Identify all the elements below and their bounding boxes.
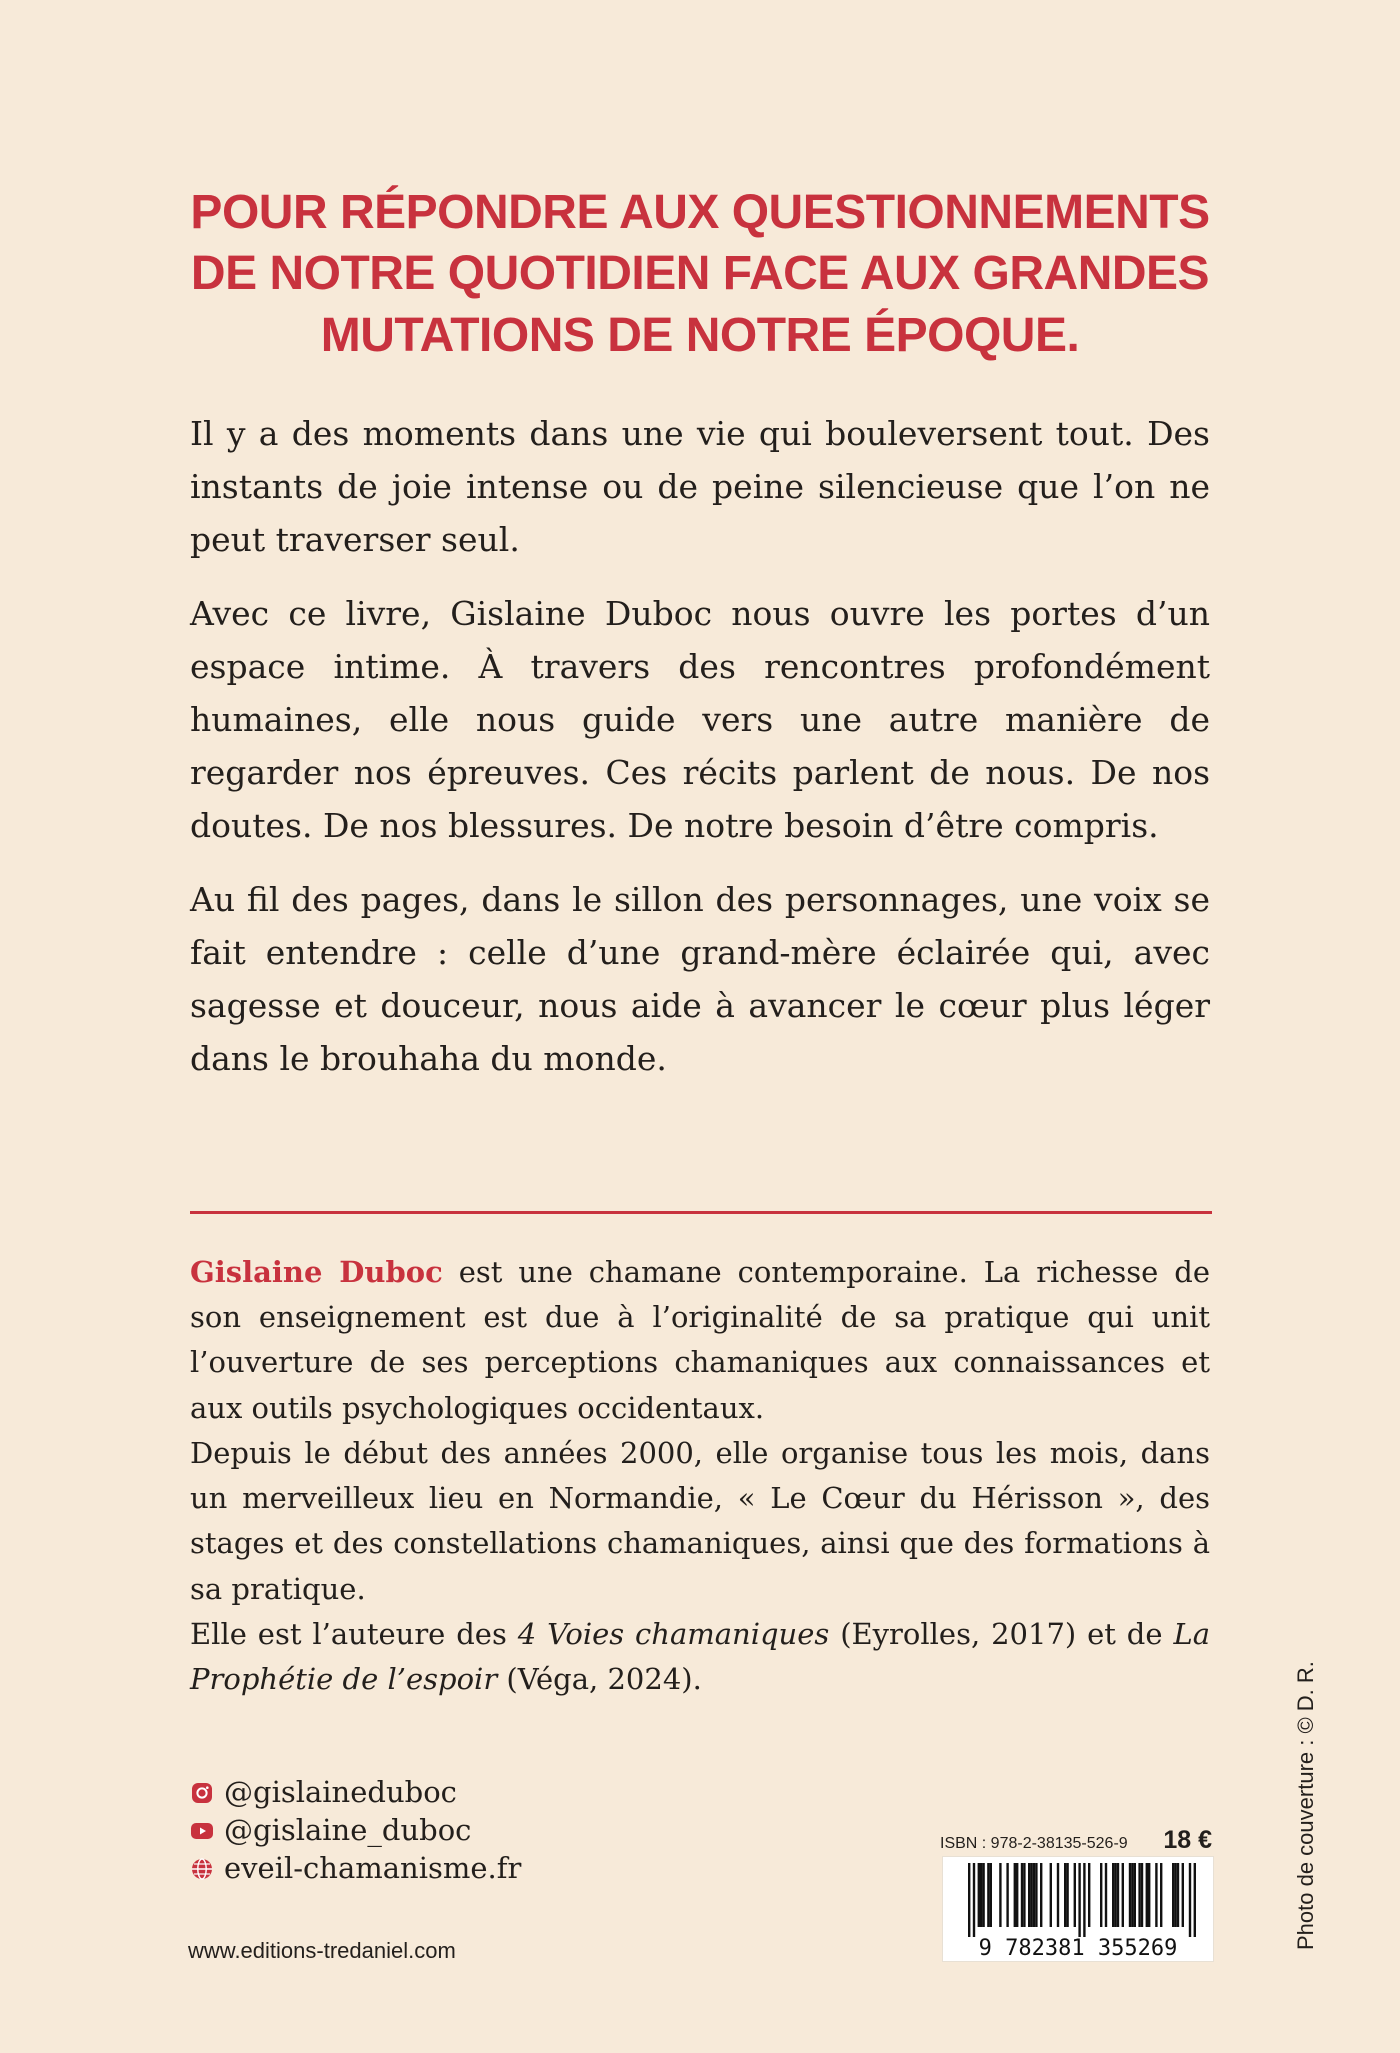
social-links <box>190 1774 521 1888</box>
headline-line-3: MUTATIONS DE NOTRE ÉPOQUE. <box>320 308 1080 362</box>
barcode-bar <box>1028 1863 1030 1927</box>
barcode-bar <box>1177 1863 1179 1927</box>
author-bio <box>190 1250 1210 1702</box>
barcode-bar <box>1155 1863 1157 1927</box>
bio-text: Elle est l’auteure des <box>190 1616 518 1651</box>
barcode-bar <box>1105 1863 1107 1927</box>
barcode-bar <box>1100 1863 1102 1927</box>
barcode-bar <box>1083 1863 1085 1937</box>
barcode-bar <box>1160 1863 1162 1927</box>
headline-line-1: POUR RÉPONDRE AUX QUESTIONNEMENTS <box>190 186 1210 239</box>
blurb-paragraph-2: Avec ce livre, Gislaine Duboc nous ouvre les portes d’un espace intime. À travers des rencontres profondément humaines, elle nous guide vers une autre manière de regarder nos épreuves. Ces récits parlent de nous. De nos doutes. De nos blessures. De notre besoin d’être compris. <box>190 594 1210 845</box>
barcode-bar <box>1078 1863 1080 1937</box>
barcode-bar <box>1033 1863 1035 1927</box>
youtube-link[interactable] <box>190 1812 521 1850</box>
barcode-bar <box>1122 1863 1124 1927</box>
bio-paragraph-1-text: est une chamane contemporaine. La richesse de son enseignement est due à l’originalité de sa pratique qui unit l’ouverture de ses perceptions chamaniques aux connaissances et aux outils psychologiques occidentaux. <box>190 1255 1211 1425</box>
bio-text: (Eyrolles, 2017) et de <box>829 1616 1174 1651</box>
barcode-bar <box>1114 1863 1116 1927</box>
barcode-bar <box>1134 1863 1136 1927</box>
barcode-bar <box>973 1863 975 1937</box>
instagram-handle: @gislaineduboc <box>224 1775 457 1810</box>
barcode-bar <box>1050 1863 1052 1927</box>
barcode-bar <box>1088 1863 1090 1927</box>
blurb-paragraph-3: Au fil des pages, dans le sillon des personnages, une voix se fait entendre : celle d’une grand-mère éclairée qui, avec sagesse et douceur, nous aide à avancer le cœur plus léger dans le brouhaha du monde. <box>190 880 1210 1078</box>
barcode-bar <box>1148 1863 1150 1927</box>
barcode <box>942 1856 1214 1962</box>
barcode-bar <box>1146 1863 1148 1927</box>
section-divider <box>190 1211 1212 1214</box>
barcode-bar <box>1189 1863 1191 1937</box>
barcode-bar <box>1131 1863 1133 1927</box>
barcode-bar <box>968 1863 970 1937</box>
book-title-2: La Prophétie de l’espoir <box>190 1616 1210 1697</box>
barcode-bar <box>1174 1863 1176 1927</box>
barcode-bar <box>1117 1863 1119 1927</box>
barcode-bar <box>1172 1863 1174 1927</box>
barcode-bar <box>1112 1863 1114 1927</box>
barcode-bar <box>1040 1863 1042 1927</box>
barcode-bar <box>990 1863 992 1927</box>
publisher-website[interactable]: www.editions-tredaniel.com <box>188 1938 456 1963</box>
barcode-bar <box>1021 1863 1023 1927</box>
bio-paragraph-2: Depuis le début des années 2000, elle organise tous les mois, dans un merveilleux lieu en Normandie, « Le Cœur du Hérisson », des stages et des constellations chamaniques, ainsi que des formations à sa pratique. <box>190 1435 1210 1606</box>
website-url: eveil-chamanisme.fr <box>224 1851 522 1886</box>
barcode-bar <box>1066 1863 1068 1927</box>
bio-paragraph-3 <box>190 1612 1210 1702</box>
isbn: ISBN : 978-2-38135-526-9 <box>940 1835 1128 1852</box>
headline-line-2: DE NOTRE QUOTIDIEN FACE AUX GRANDES <box>190 247 1210 301</box>
bio-text: (Véga, 2024). <box>497 1662 702 1697</box>
blurb <box>190 408 1210 1108</box>
photo-credit: Photo de couverture : © D. R. <box>1293 1661 1318 1950</box>
website-link[interactable] <box>190 1850 521 1888</box>
barcode-digits: 9 782381 355269 <box>978 1936 1178 1961</box>
author-name: Gislaine Duboc <box>190 1255 443 1289</box>
barcode-bar <box>1030 1863 1032 1927</box>
barcode-bar <box>978 1863 980 1927</box>
blurb-paragraph-1: Il y a des moments dans une vie qui bouleversent tout. Des instants de joie intense ou de peine silencieuse que l’on ne peut traverser seul. <box>190 414 1210 559</box>
barcode-bar <box>999 1863 1001 1927</box>
headline <box>150 182 1250 366</box>
barcode-bar <box>1129 1863 1131 1927</box>
instagram-icon <box>190 1781 214 1805</box>
youtube-icon <box>190 1819 214 1843</box>
barcode-bar <box>987 1863 989 1927</box>
barcode-bar <box>1023 1863 1025 1927</box>
barcode-graphic <box>943 1857 1213 1961</box>
price: 18 € <box>1163 1826 1212 1854</box>
barcode-bar <box>1014 1863 1016 1927</box>
barcode-bar <box>982 1863 984 1927</box>
barcode-bar <box>1141 1863 1143 1927</box>
barcode-bar <box>1035 1863 1037 1927</box>
youtube-handle: @gislaine_duboc <box>224 1813 472 1848</box>
barcode-bar <box>1194 1863 1196 1937</box>
barcode-bar <box>1006 1863 1008 1927</box>
barcode-bar <box>1057 1863 1059 1927</box>
bio-paragraph-1 <box>190 1250 1210 1431</box>
isbn-price <box>940 1826 1212 1855</box>
instagram-link[interactable] <box>190 1774 521 1812</box>
barcode-bar <box>1074 1863 1076 1927</box>
barcode-bar <box>1064 1863 1066 1927</box>
globe-icon <box>190 1857 214 1881</box>
barcode-bar <box>1182 1863 1184 1927</box>
barcode-bar <box>980 1863 982 1927</box>
book-title-1: 4 Voies chamaniques <box>517 1616 830 1651</box>
barcode-bar <box>1016 1863 1018 1927</box>
barcode-bar <box>1138 1863 1140 1927</box>
